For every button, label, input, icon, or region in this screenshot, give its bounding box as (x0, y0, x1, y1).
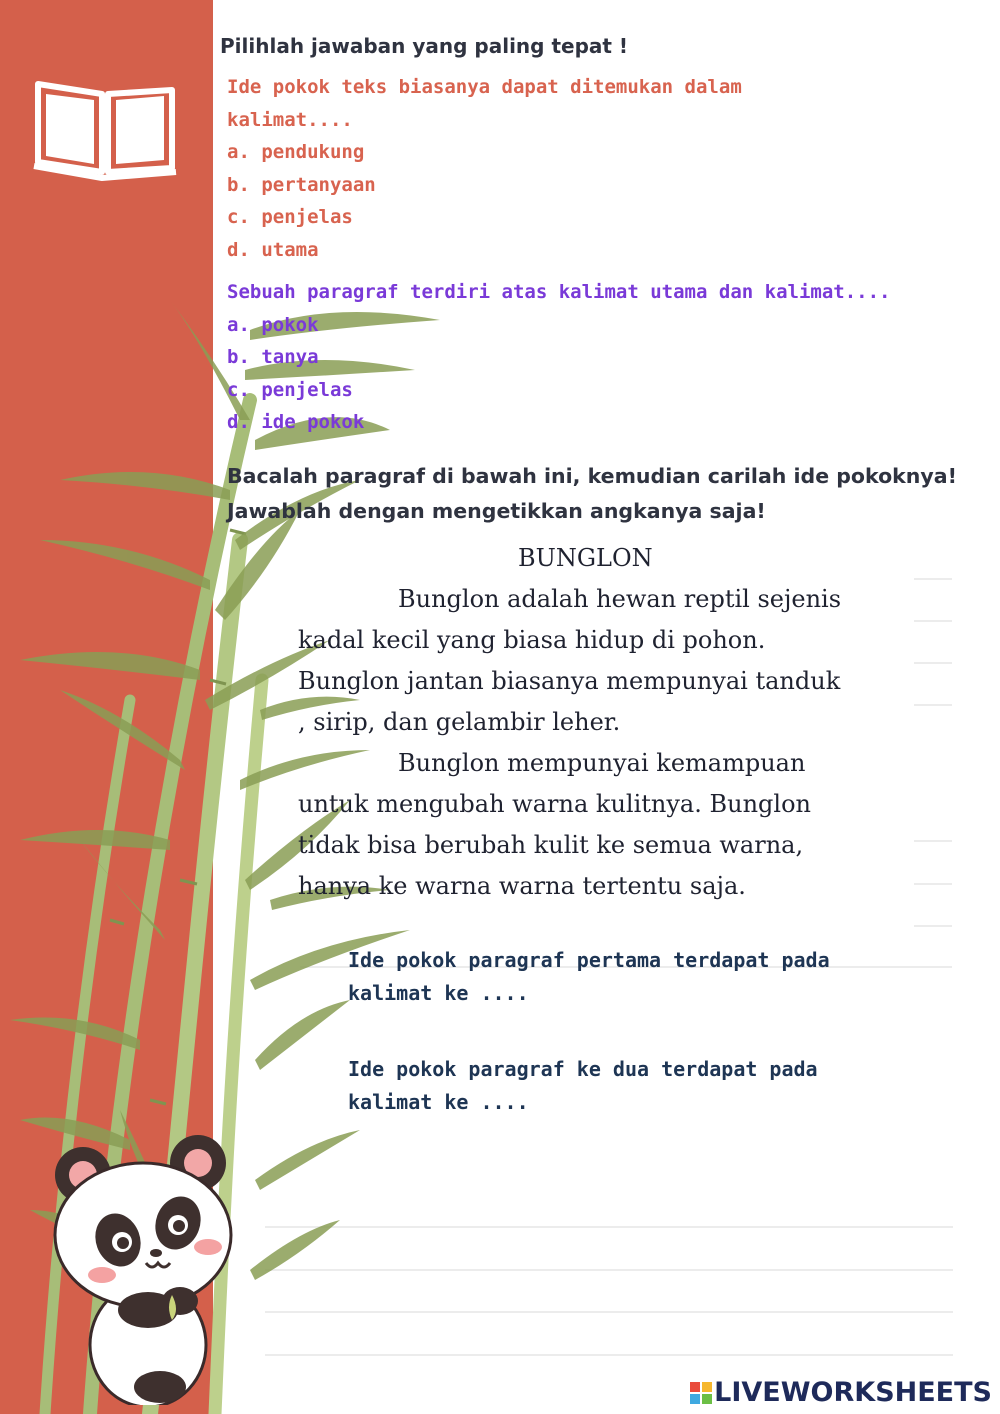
option-b[interactable]: b. pertanyaan (227, 173, 376, 196)
divider-line (914, 662, 952, 664)
answer-prompt-1 (348, 944, 830, 1010)
story-line: untuk mengubah warna kulitnya. Bunglon (298, 790, 811, 818)
question-1 (227, 71, 742, 267)
instruction-read: Bacalah paragraf di bawah ini, kemudian carilah ide pokoknya! (227, 464, 957, 488)
story-line: , sirip, dan gelambir leher. (298, 708, 621, 736)
story-line: kadal kecil yang biasa hidup di pohon. (298, 626, 766, 654)
option-c[interactable]: c. penjelas (227, 378, 353, 401)
option-a[interactable]: a. pokok (227, 313, 319, 336)
question-1-text: kalimat.... (227, 108, 353, 131)
story-line: Bunglon adalah hewan reptil sejenis (398, 585, 842, 613)
option-c[interactable]: c. penjelas (227, 206, 353, 229)
story-line: tidak bisa berubah kulit ke semua warna, (298, 831, 804, 859)
story-line: Bunglon mempunyai kemampuan (398, 749, 806, 777)
liveworksheets-logo-icon (690, 1382, 712, 1404)
divider-line (914, 620, 952, 622)
story-line: hanya ke warna warna tertentu saja. (298, 872, 746, 900)
divider-line (914, 925, 952, 927)
story-passage (298, 538, 841, 907)
brand-text: LIVEWORKSHEETS (714, 1377, 992, 1408)
option-d[interactable]: d. utama (227, 238, 319, 261)
question-2-text: Sebuah paragraf terdiri atas kalimat utama dan kalimat.... (227, 281, 891, 303)
option-b[interactable]: b. tanya (227, 346, 319, 369)
question-1-text: Ide pokok teks biasanya dapat ditemukan dalam (227, 76, 742, 98)
prompt-text: Ide pokok paragraf ke dua terdapat pada (348, 1057, 818, 1081)
panda-illustration (48, 1135, 248, 1405)
instruction-top: Pilihlah jawaban yang paling tepat ! (220, 34, 629, 58)
open-book-icon (30, 76, 180, 186)
prompt-text: kalimat ke .... (348, 1090, 529, 1114)
divider-line (914, 840, 952, 842)
instruction-read: Jawablah dengan mengetikkan angkanya saja! (227, 499, 766, 523)
prompt-text: kalimat ke .... (348, 981, 529, 1005)
divider-line (914, 883, 952, 885)
answer-prompt-2 (348, 1053, 818, 1119)
story-title: BUNGLON (518, 544, 653, 572)
divider-line (914, 704, 952, 706)
prompt-text: Ide pokok paragraf pertama terdapat pada (348, 948, 830, 972)
divider-line (914, 578, 952, 580)
option-a[interactable]: a. pendukung (227, 141, 365, 164)
question-2 (227, 276, 890, 439)
liveworksheets-brand (690, 1377, 992, 1408)
story-line: Bunglon jantan biasanya mempunyai tanduk (298, 667, 841, 695)
option-d[interactable]: d. ide pokok (227, 411, 365, 434)
